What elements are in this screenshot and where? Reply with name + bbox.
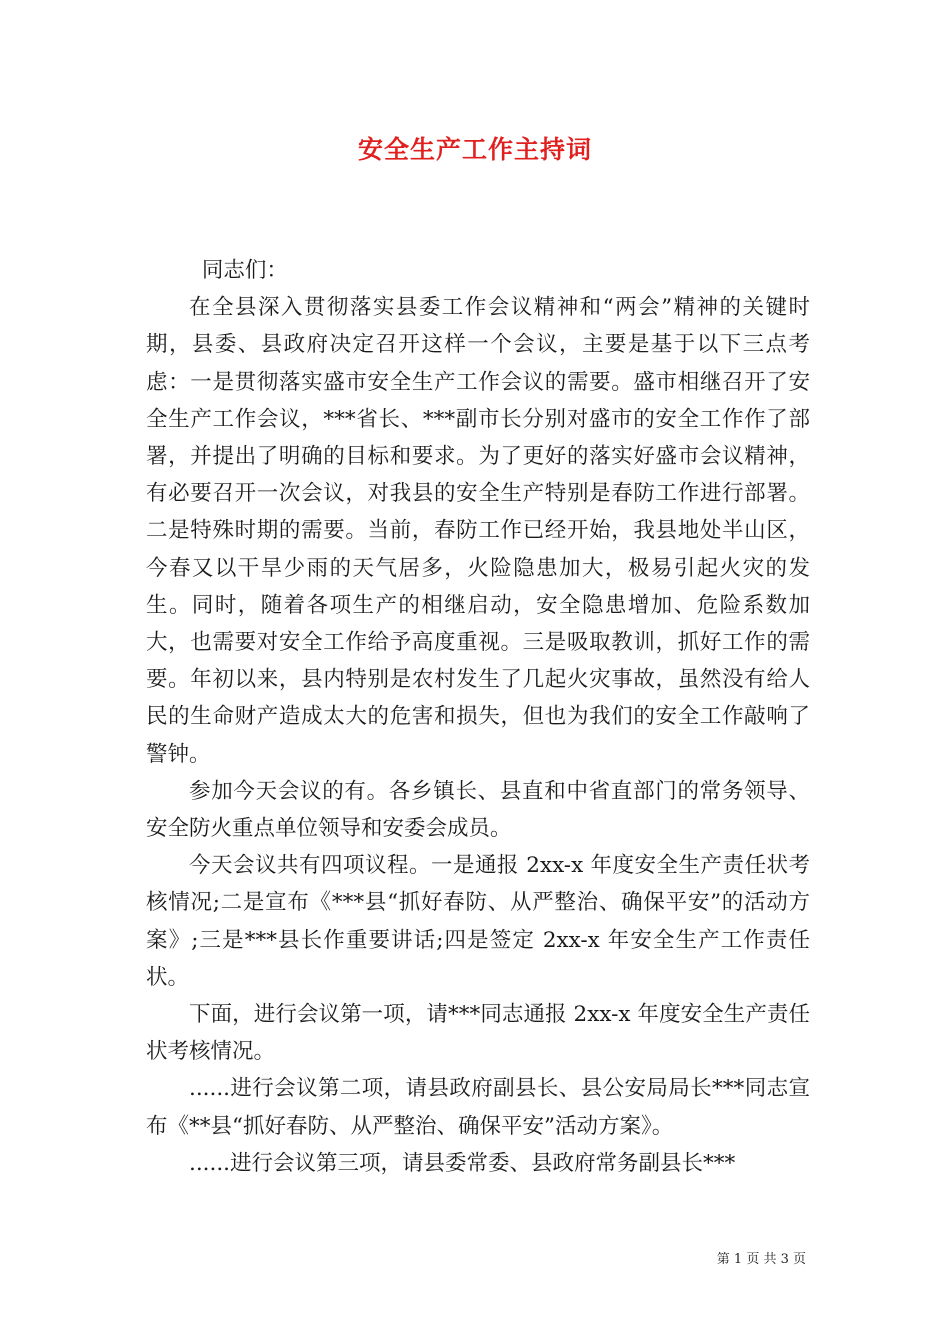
paragraph-item-three: ......进行会议第三项，请县委常委、县政府常务副县长*** [189,1150,736,1176]
salutation: 同志们： [201,258,288,283]
paragraph-item-two: ......进行会议第二项，请县政府副县长、县公安局局长***同志宣布《**县“抓好春防、从严整治、确保平安”活动方案》。 [146,1076,810,1139]
paragraph-reasons: 在全县深入贯彻落实县委工作会议精神和“两会”精神的关键时期，县委、县政府决定召开这样一个会议，主要是基于以下三点考虑：一是贯彻落实盛市安全生产工作会议的需要。盛市相继召开了安全生产工作会议，***省长、***副市长分别对盛市的安全工作作了部署，并提出了明确的目标和要求。为了更好的落实好盛市会议精神，有必要召开一次会议，对我县的安全生产特别是春防工作进行部署。二是特殊时期的需要。当前，春防工作已经开始，我县地处半山区，今春又以干旱少雨的天气居多，火险隐患加大，极易引起火灾的发生。同时，随着各项生产的相继启动，安全隐患增加、危险系数加大，也需要对安全工作给予高度重视。三是吸取教训，抓好工作的需要。年初以来，县内特别是农村发生了几起火灾事故，虽然没有给人民的生命财产造成太大的危害和损失，但也为我们的安全工作敲响了警钟。 [146,295,810,767]
paragraph-item-one: 下面，进行会议第一项，请***同志通报 2xx-x 年度安全生产责任状考核情况。 [146,1002,810,1065]
document-title: 安全生产工作主持词 [357,135,592,164]
paragraph-agenda: 今天会议共有四项议程。一是通报 2xx-x 年度安全生产责任状考核情况;二是宣布《***县“抓好春防、从严整治、确保平安”的活动方案》;三是***县长作重要讲话;四是签定 2xx-x 年安全生产工作责任状。 [146,853,810,990]
page-number: 第 1 页 共 3 页 [716,1252,806,1267]
document-body [146,252,810,1182]
paragraph-attendees: 参加今天会议的有。各乡镇长、县直和中省直部门的常务领导、安全防火重点单位领导和安委会成员。 [146,778,810,842]
